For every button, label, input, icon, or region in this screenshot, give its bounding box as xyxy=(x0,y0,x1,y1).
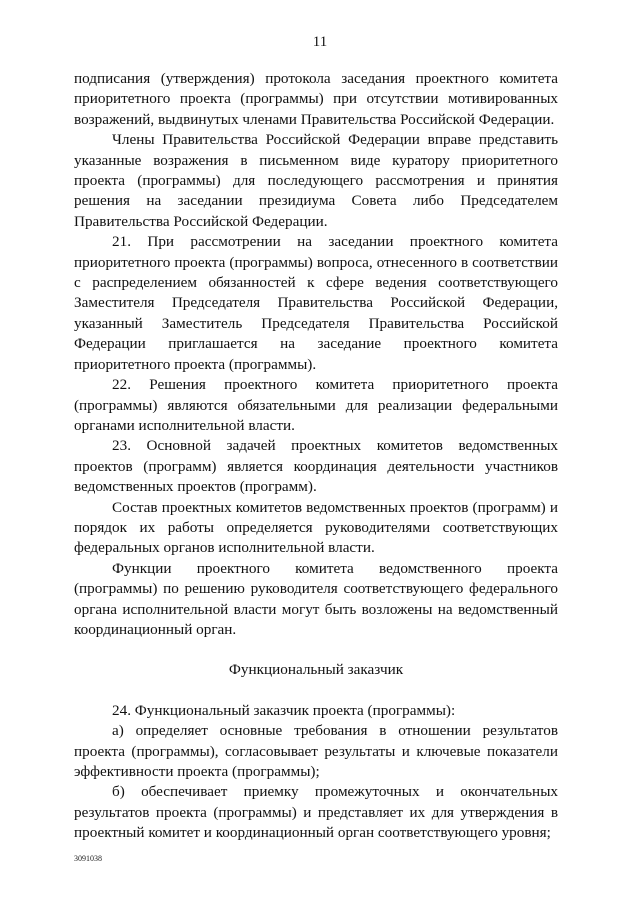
document-code: 3091038 xyxy=(74,854,102,863)
paragraph-composition: Состав проектных комитетов ведомственных проектов (программ) и порядок их работы определяется руководителями соответствующих федеральных органов исполнительной власти. xyxy=(74,498,558,557)
page-number: 11 xyxy=(312,34,328,50)
paragraph-24b: б) обеспечивает приемку промежуточных и окончательных результатов проекта (программы) и представляет их для утверждения в проектный комитет и координационный орган соответствующего уровня; xyxy=(74,783,558,842)
paragraph-22: 22. Решения проектного комитета приоритетного проекта (программы) являются обязательными для реализации федеральными органами исполнительной власти. xyxy=(74,376,558,434)
paragraph-23: 23. Основной задачей проектных комитетов ведомственных проектов (программ) является координация деятельности участников ведомственных проектов (программ). xyxy=(74,437,558,496)
paragraph-24a: а) определяет основные требования в отношении результатов проекта (программы), согласовывает результаты и ключевые показатели эффективности проекта (программы); xyxy=(74,722,558,780)
section-heading: Функциональный заказчик xyxy=(228,661,404,679)
paragraph-24: 24. Функциональный заказчик проекта (программы): xyxy=(112,701,456,719)
paragraph-functions: Функции проектного комитета ведомственного проекта (программы) по решению руководителя соответствующего федерального органа исполнительной власти могут быть возложены на ведомственный координационный орган. xyxy=(74,559,558,638)
paragraph-objections: Члены Правительства Российской Федерации вправе представить указанные возражения в письменном виде куратору приоритетного проекта (программы) для последующего рассмотрения и принятия решения на заседании президиума Совета либо Председателем Правительства Российской Федерации. xyxy=(74,131,558,230)
document-body xyxy=(74,69,558,844)
paragraph-continuation: подписания (утверждения) протокола заседания проектного комитета приоритетного проекта (программы) при отсутствии мотивированных возражений, выдвинутых членами Правительства Российской Федерации. xyxy=(74,70,558,128)
paragraph-21: 21. При рассмотрении на заседании проектного комитета приоритетного проекта (программы) вопроса, отнесенного в соответствии с распределением обязанностей к сфере ведения соответствующего Заместителя Председателя Правительства Российской Федерации, указанный Заместитель Председателя Правительства Российской Федерации приглашается на заседание проектного комитета приоритетного проекта (программы). xyxy=(74,233,558,373)
